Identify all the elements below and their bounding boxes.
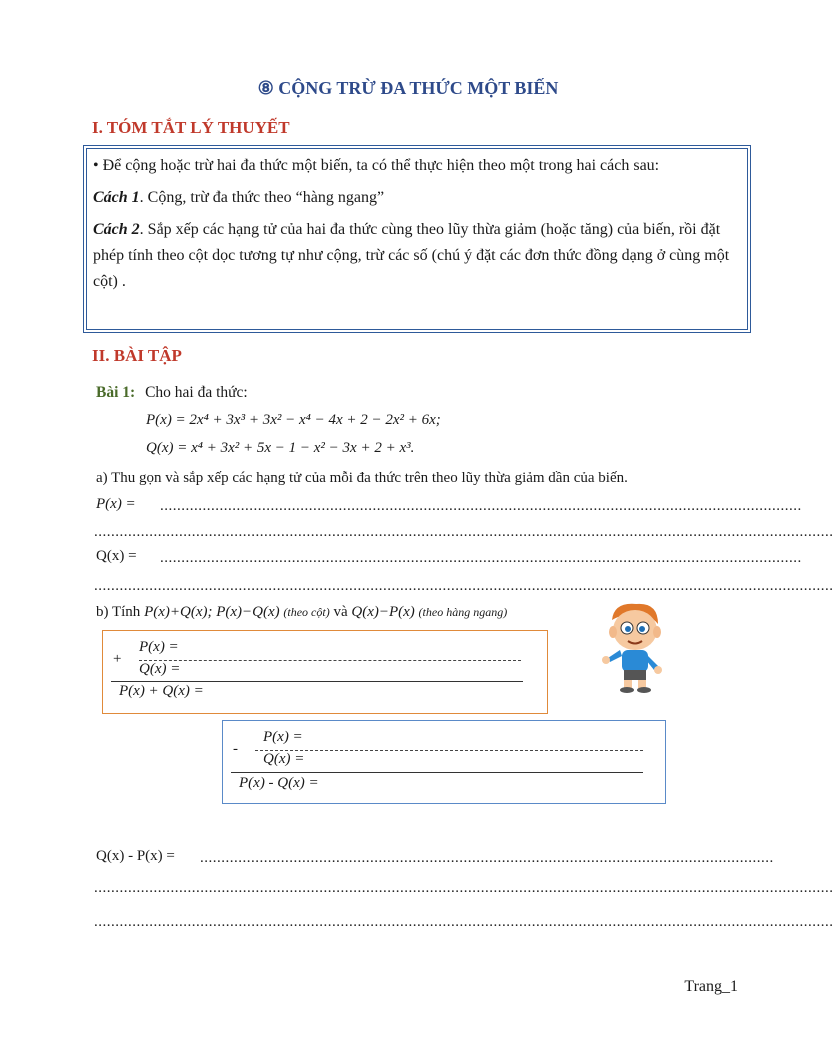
minus-sign: - (233, 741, 238, 757)
section-heading-theory: I. TÓM TẮT LÝ THUYẾT (92, 118, 290, 137)
answer-line-q-cont[interactable]: .............................................................................................................................................................................. (94, 578, 834, 594)
add-p-label: P(x) = (139, 639, 179, 655)
answer-line-qp-cont-2[interactable]: .............................................................................................................................................................................. (94, 914, 834, 930)
answer-label-q: Q(x) = (96, 548, 137, 564)
polynomial-q: Q(x) = x⁴ + 3x² + 5x − 1 − x² − 3x + 2 + x³. (146, 440, 415, 456)
column-addition-box (102, 630, 548, 714)
exercise-label: Bài 1: (96, 384, 136, 401)
theory-box (86, 148, 748, 330)
qp-label: Q(x) - P(x) = (96, 848, 175, 864)
exercise-1-header (96, 384, 248, 402)
add-q-label: Q(x) = (139, 661, 181, 677)
column-subtraction-box (222, 720, 666, 804)
add-result-label: P(x) + Q(x) = (119, 683, 204, 699)
add-p-line[interactable] (139, 660, 521, 661)
sub-p-line[interactable] (255, 750, 643, 751)
part-a-question: a) Thu gọn và sắp xếp các hạng tử của mỗi đa thức trên theo lũy thừa giảm dần của biến. (96, 470, 628, 486)
section-heading-exercises: II. BÀI TẬP (92, 346, 182, 365)
sub-q-label: Q(x) = (263, 751, 305, 767)
polynomial-p: P(x) = 2x⁴ + 3x³ + 3x² − x⁴ − 4x + 2 − 2x² + 6x; (146, 412, 441, 428)
answer-line-p-cont[interactable]: .............................................................................................................................................................................. (94, 524, 834, 540)
page-title: ⑧ CỘNG TRỪ ĐA THỨC MỘT BIẾN (257, 78, 559, 98)
part-b-question: b) Tính P(x)+Q(x); P(x)−Q(x) (theo cột) và Q(x)−P(x) (theo hàng ngang) (96, 604, 508, 620)
answer-line-qp[interactable]: ....................................................................................................................................... (200, 850, 774, 866)
theory-method-1: Cách 1. Cộng, trừ đa thức theo “hàng ngang” (93, 189, 385, 206)
sub-diff-rule (231, 772, 643, 773)
theory-method-2: Cách 2. Sắp xếp các hạng tử của hai đa thức cùng theo lũy thừa giảm (hoặc tăng) của biến, rồi đặt phép tính theo cột dọc tương tự như cộng, trừ các số (chú ý đặt các đơn thức đồng dạng ở cùng một cột) . (93, 221, 730, 290)
answer-line-q[interactable]: ....................................................................................................................................................... (160, 550, 802, 566)
theory-intro: • Để cộng hoặc trừ hai đa thức một biến, ta có thể thực hiện theo một trong hai cách sau: (93, 157, 660, 174)
add-sum-rule (111, 681, 523, 682)
page-number: Trang_1 (684, 978, 738, 995)
plus-sign: + (113, 651, 122, 667)
exercise-intro: Cho hai đa thức: (145, 384, 248, 401)
sub-result-label: P(x) - Q(x) = (239, 775, 319, 791)
sub-p-label: P(x) = (263, 729, 303, 745)
answer-line-p[interactable]: ....................................................................................................................................................... (160, 498, 802, 514)
answer-line-qp-cont-1[interactable]: .............................................................................................................................................................................. (94, 880, 834, 896)
answer-label-p: P(x) = (96, 496, 136, 512)
cartoon-boy-illustration (600, 600, 668, 696)
